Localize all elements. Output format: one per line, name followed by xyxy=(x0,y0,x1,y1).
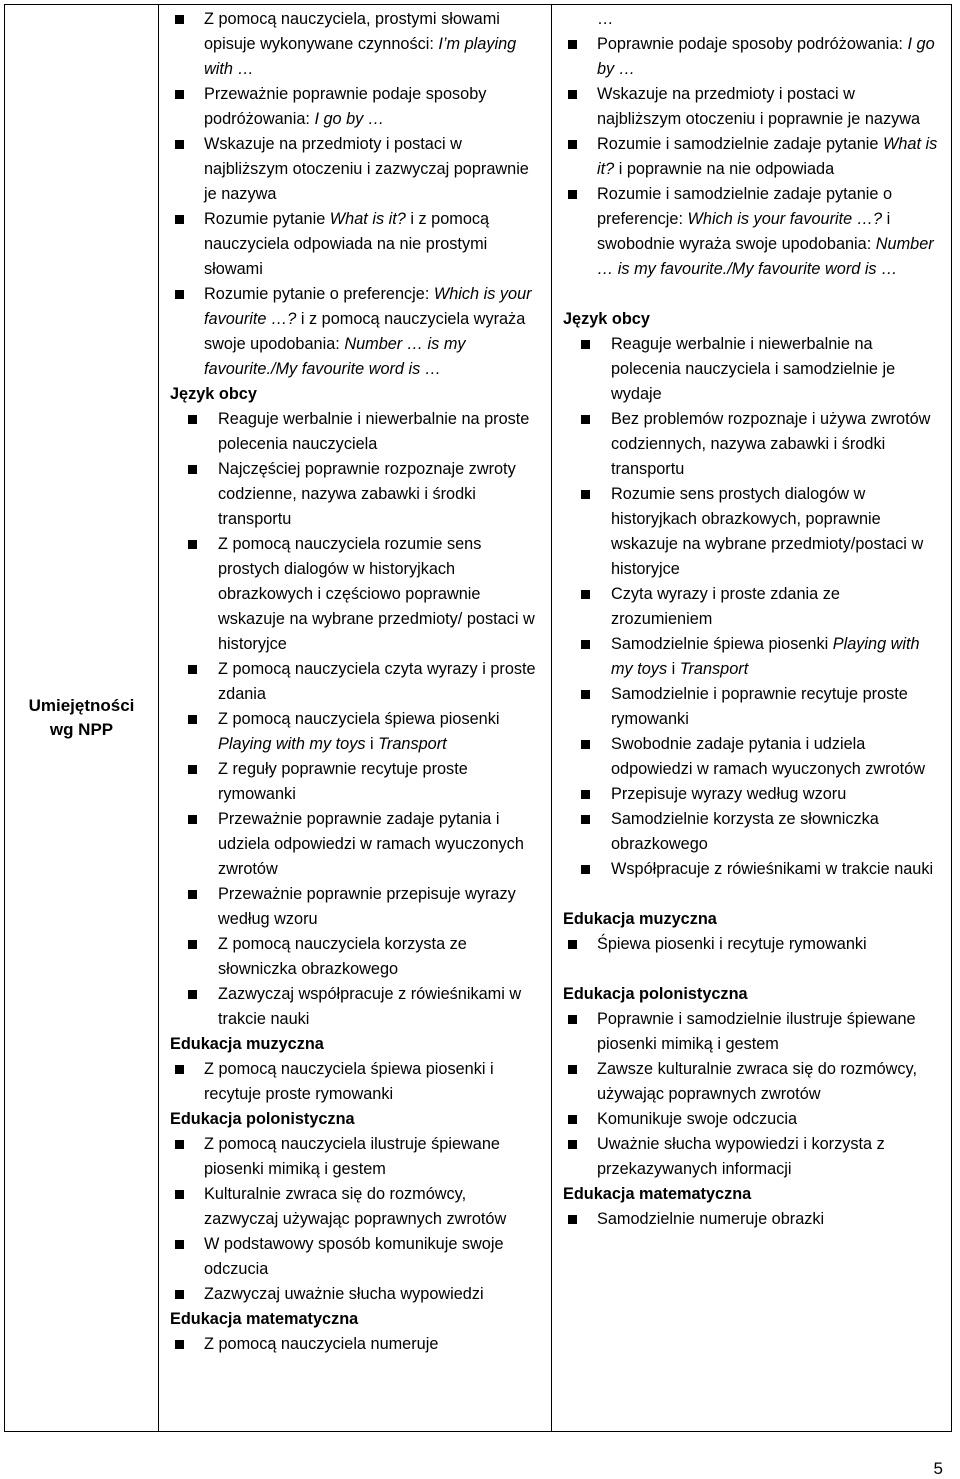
text-run: Rozumie pytanie o preferencje: xyxy=(204,285,434,303)
page-number: 5 xyxy=(933,1459,943,1478)
text-run: Z pomocą nauczyciela śpiewa piosenki xyxy=(218,710,500,728)
section-title: Edukacja polonistyczna xyxy=(563,985,748,1003)
text-run: Z pomocą nauczyciela, prostymi słowami opisuje wykonywane czynności: xyxy=(204,10,500,53)
row-label-line: Umiejętności xyxy=(28,696,135,715)
list-item xyxy=(560,632,943,682)
text-run: i xyxy=(667,660,680,678)
list-item xyxy=(167,1332,543,1357)
text-run: Czyta wyrazy i proste zdania ze zrozumieniem xyxy=(611,585,840,628)
bullet-list xyxy=(167,7,543,382)
text-run: Poprawnie i samodzielnie ilustruje śpiewane piosenki mimiką i gestem xyxy=(597,1010,916,1053)
list-item xyxy=(167,282,543,382)
list-item xyxy=(560,32,943,82)
text-run: Rozumie i samodzielnie zadaje pytanie o preferencje: xyxy=(597,185,893,228)
italic-phrase: I’m playing with … xyxy=(204,35,517,78)
text-run: Wskazuje na przedmioty i postaci w najbliższym otoczeniu i poprawnie je nazywa xyxy=(597,85,921,128)
list-item xyxy=(167,532,543,657)
text-run: Z pomocą nauczyciela śpiewa piosenki i recytuje proste rymowanki xyxy=(204,1060,494,1103)
spacer xyxy=(560,282,943,307)
text-run: i z pomocą nauczyciela wyraża swoje upodobania: xyxy=(204,310,526,353)
list-item xyxy=(167,132,543,207)
text-run: Z pomocą nauczyciela ilustruje śpiewane piosenki mimiką i gestem xyxy=(204,1135,500,1178)
text-run: Rozumie pytanie xyxy=(204,210,330,228)
text-run: Z pomocą nauczyciela numeruje xyxy=(204,1335,439,1353)
text-run: Przeważnie poprawnie zadaje pytania i udziela odpowiedzi w ramach wyuczonych zwrotów xyxy=(218,810,524,878)
list-item xyxy=(167,207,543,282)
text-run: Zazwyczaj uważnie słucha wypowiedzi xyxy=(204,1285,484,1303)
text-run: Kulturalnie zwraca się do rozmówcy, zazwyczaj używając poprawnych zwrotów xyxy=(204,1185,507,1228)
bullet-list xyxy=(560,1007,943,1182)
list-item xyxy=(167,1282,543,1307)
list-item xyxy=(560,332,943,407)
bullet-list xyxy=(560,1207,943,1232)
list-item xyxy=(167,657,543,707)
text-run: Wskazuje na przedmioty i postaci w najbliższym otoczeniu i zazwyczaj poprawnie je nazywa xyxy=(204,135,529,203)
list-item xyxy=(560,582,943,632)
text-run: Zazwyczaj współpracuje z rówieśnikami w trakcie nauki xyxy=(218,985,522,1028)
bullet-list xyxy=(560,332,943,882)
right-column xyxy=(552,5,951,1232)
mid-column-cell xyxy=(159,5,552,1432)
list-item xyxy=(560,857,943,882)
list-item xyxy=(560,682,943,732)
text-run: Z reguły poprawnie recytuje proste rymowanki xyxy=(218,760,468,803)
list-item xyxy=(167,457,543,532)
spacer xyxy=(560,882,943,907)
continuation-mark: … xyxy=(597,10,614,28)
list-item xyxy=(560,182,943,282)
list-item xyxy=(560,1132,943,1182)
text-run: Samodzielnie i poprawnie recytuje proste rymowanki xyxy=(611,685,908,728)
text-run: Najczęściej poprawnie rozpoznaje zwroty codzienne, nazywa zabawki i środki transportu xyxy=(218,460,516,528)
list-item xyxy=(560,807,943,857)
text-run: i swobodnie wyraża swoje upodobania: xyxy=(597,210,891,253)
text-run: Komunikuje swoje odczucia xyxy=(597,1110,798,1128)
bullet-list xyxy=(167,1132,543,1307)
text-run: Przeważnie poprawnie przepisuje wyrazy według wzoru xyxy=(218,885,516,928)
text-run: i z pomocą nauczyciela odpowiada na nie prostymi słowami xyxy=(204,210,490,278)
row-label xyxy=(5,694,158,742)
list-item xyxy=(560,482,943,582)
list-item xyxy=(167,982,543,1032)
italic-phrase: Which is your favourite …? xyxy=(687,210,883,228)
text-run: Przeważnie poprawnie podaje sposoby podróżowania: xyxy=(204,85,487,128)
section-title: Język obcy xyxy=(563,310,650,328)
list-item xyxy=(167,807,543,882)
text-run: W podstawowy sposób komunikuje swoje odczucia xyxy=(204,1235,504,1278)
list-item xyxy=(560,782,943,807)
italic-phrase: Transport xyxy=(679,660,749,678)
text-run: Rozumie i samodzielnie zadaje pytanie xyxy=(597,135,883,153)
bullet-list xyxy=(560,932,943,957)
section-title: Edukacja polonistyczna xyxy=(170,1110,355,1128)
italic-phrase: Playing with my toys xyxy=(218,735,366,753)
text-run: Z pomocą nauczyciela korzysta ze słowniczka obrazkowego xyxy=(218,935,467,978)
text-run: Swobodnie zadaje pytania i udziela odpowiedzi w ramach wyuczonych zwrotów xyxy=(611,735,925,778)
list-item xyxy=(560,82,943,132)
list-item xyxy=(560,732,943,782)
mid-column xyxy=(159,5,551,1357)
text-run: Reaguje werbalnie i niewerbalnie na polecenia nauczyciela i samodzielnie je wydaje xyxy=(611,335,896,403)
text-run: Śpiewa piosenki i recytuje rymowanki xyxy=(597,935,867,953)
section-title: Edukacja matematyczna xyxy=(170,1310,359,1328)
row-label-cell xyxy=(5,5,159,1432)
text-run: Bez problemów rozpoznaje i używa zwrotów codziennych, nazywa zabawki i środki transportu xyxy=(611,410,931,478)
text-run: Z pomocą nauczyciela rozumie sens prostych dialogów w historyjkach obrazkowych i częściowo poprawnie wskazuje na wybrane przedmioty/ postaci w historyjce xyxy=(218,535,535,653)
row-label-line: wg NPP xyxy=(49,720,114,739)
section-title: Edukacja muzyczna xyxy=(170,1035,324,1053)
text-run: Reaguje werbalnie i niewerbalnie na proste polecenia nauczyciela xyxy=(218,410,530,453)
table-row xyxy=(5,5,952,1432)
text-run: Poprawnie podaje sposoby podróżowania: xyxy=(597,35,908,53)
list-item xyxy=(560,132,943,182)
text-run: Zawsze kulturalnie zwraca się do rozmówcy, używając poprawnych zwrotów xyxy=(597,1060,918,1103)
list-item xyxy=(167,1057,543,1107)
list-item xyxy=(167,1232,543,1282)
text-run: Samodzielnie korzysta ze słowniczka obrazkowego xyxy=(611,810,879,853)
italic-phrase: Transport xyxy=(378,735,447,753)
text-run: Uważnie słucha wypowiedzi i korzysta z przekazywanych informacji xyxy=(597,1135,885,1178)
bullet-list xyxy=(167,407,543,1032)
spacer xyxy=(560,957,943,982)
list-item xyxy=(167,1182,543,1232)
list-item xyxy=(560,1057,943,1107)
section-title: Edukacja muzyczna xyxy=(563,910,717,928)
text-run: Przepisuje wyrazy według wzoru xyxy=(611,785,847,803)
text-run: Z pomocą nauczyciela czyta wyrazy i proste zdania xyxy=(218,660,536,703)
list-item xyxy=(560,1207,943,1232)
italic-phrase: Playing with my toys xyxy=(611,635,920,678)
section-title: Język obcy xyxy=(170,385,257,403)
list-item xyxy=(167,82,543,132)
list-item xyxy=(167,707,543,757)
list-item xyxy=(167,932,543,982)
text-run: i poprawnie na nie odpowiada xyxy=(614,160,835,178)
italic-phrase: Which is your favourite …? xyxy=(204,285,532,328)
right-column-cell xyxy=(552,5,952,1432)
list-item xyxy=(560,1007,943,1057)
bullet-list xyxy=(560,32,943,282)
text-run: Rozumie sens prostych dialogów w historyjkach obrazkowych, poprawnie wskazuje na wybrane przedmioty/postaci w historyjce xyxy=(611,485,924,578)
list-item xyxy=(167,757,543,807)
text-run: Samodzielnie śpiewa piosenki xyxy=(611,635,833,653)
italic-phrase: What is it? xyxy=(329,210,406,228)
list-item xyxy=(167,7,543,82)
list-item xyxy=(167,882,543,932)
italic-phrase: I go by … xyxy=(314,110,385,128)
list-item xyxy=(560,407,943,482)
italic-phrase: I go by … xyxy=(597,35,935,78)
text-run: i xyxy=(365,735,379,753)
bullet-list xyxy=(167,1332,543,1357)
text-run: Samodzielnie numeruje obrazki xyxy=(597,1210,825,1228)
list-item xyxy=(167,407,543,457)
italic-phrase: Number … is my favourite./My favourite word is … xyxy=(597,235,934,278)
requirements-table xyxy=(4,4,952,1432)
list-item xyxy=(560,932,943,957)
section-title: Edukacja matematyczna xyxy=(563,1185,752,1203)
bullet-list xyxy=(167,1057,543,1107)
italic-phrase: Number … is my favourite./My favourite word is … xyxy=(204,335,466,378)
list-item xyxy=(167,1132,543,1182)
italic-phrase: What is it? xyxy=(597,135,938,178)
list-item xyxy=(560,1107,943,1132)
text-run: Współpracuje z rówieśnikami w trakcie nauki xyxy=(611,860,934,878)
